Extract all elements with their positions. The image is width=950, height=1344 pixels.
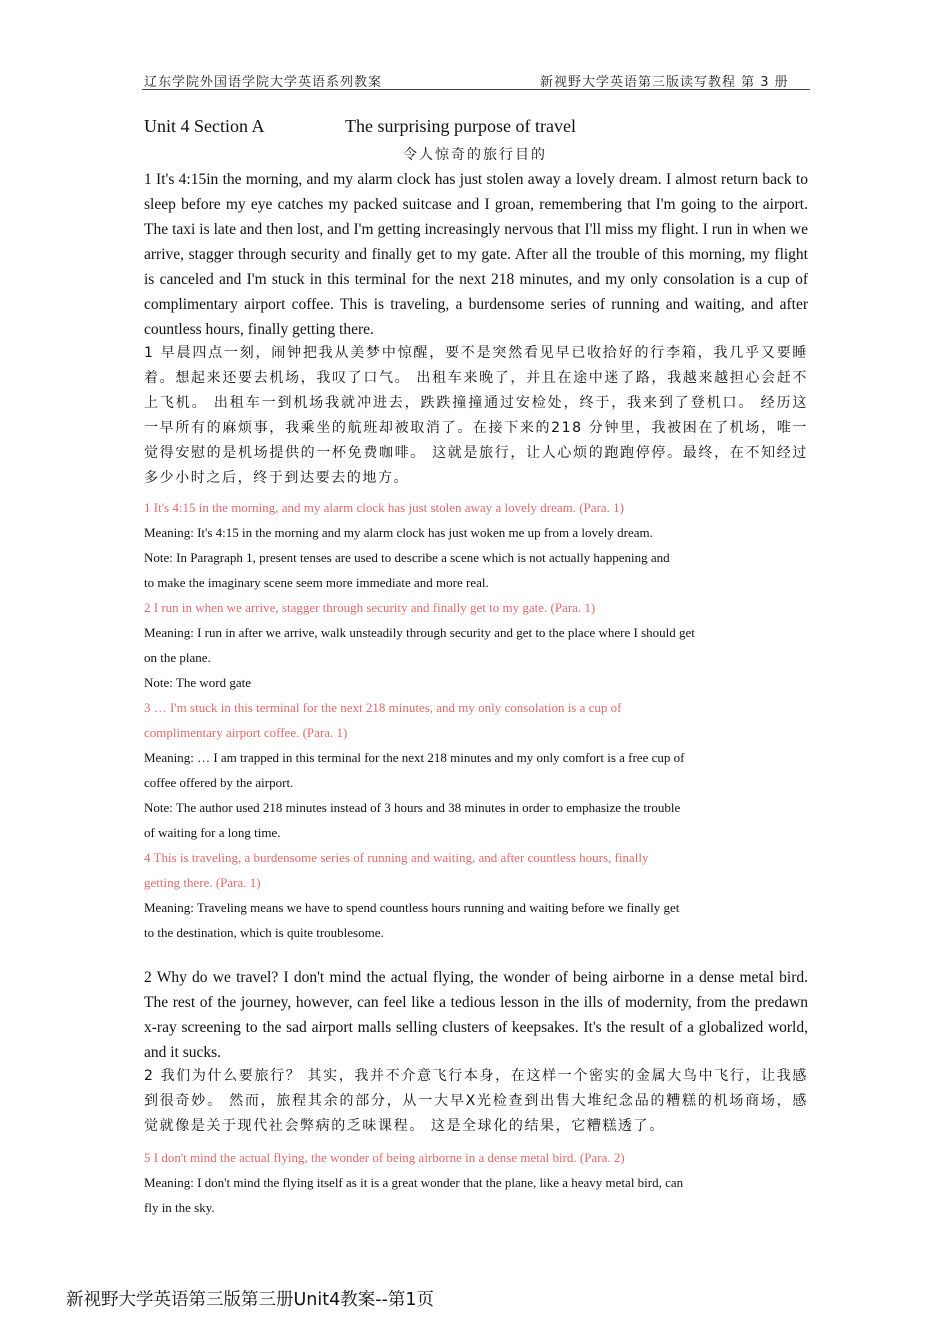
- header-divider: [142, 89, 810, 90]
- note-explanation-line: Meaning: I don't mind the flying itself as it is a great wonder that the plane, like a heavy metal bird, can: [144, 1175, 684, 1190]
- note-explanation-line: Meaning: Traveling means we have to spend countless hours running and waiting before we finally get: [144, 900, 680, 915]
- lesson-title-chinese: 令人惊奇的旅行目的: [403, 147, 547, 163]
- note-explanation-line: Meaning: It's 4:15 in the morning and my alarm clock has just woken me up from a lovely dream.: [144, 525, 653, 540]
- note-explanation-line: of waiting for a long time.: [144, 825, 281, 840]
- note-explanation-line: on the plane.: [144, 650, 211, 665]
- paragraph-2-chinese: 2 我们为什么要旅行？ 其实，我并不介意飞行本身，在这样一个密实的金属大鸟中飞行，让我感到很奇妙。 然而，旅程其余的部分，从一大早X光检查到出售大堆纪念品的糟糕的机场商场，感觉就像是关于现代社会弊病的乏味课程。 这是全球化的结果，它糟糕透了。: [144, 1068, 808, 1134]
- note-explanation-line: Note: In Paragraph 1, present tenses are used to describe a scene which is not actually happening and: [144, 550, 670, 565]
- page-footer: 新视野大学英语第三版第三册Unit4教案--第1页: [66, 1290, 435, 1310]
- note-explanation-line: to the destination, which is quite troublesome.: [144, 925, 384, 940]
- note-quote-line: 4 This is traveling, a burdensome series of running and waiting, and after countless hours, finally: [144, 850, 649, 865]
- unit-heading: Unit 4 Section A: [144, 116, 265, 136]
- note-explanation-line: Note: The author used 218 minutes instead of 3 hours and 38 minutes in order to emphasize the trouble: [144, 800, 681, 815]
- note-explanation-line: Meaning: … I am trapped in this terminal for the next 218 minutes and my only comfort is a free cup of: [144, 750, 685, 765]
- note-explanation-line: Meaning: I run in after we arrive, walk unsteadily through security and get to the place where I should get: [144, 625, 695, 640]
- header-left: 辽东学院外国语学院大学英语系列教案: [144, 75, 383, 90]
- note-quote-line: complimentary airport coffee. (Para. 1): [144, 725, 348, 740]
- note-quote-line: 3 … I'm stuck in this terminal for the next 218 minutes, and my only consolation is a cup of: [144, 700, 622, 715]
- header-right: 新视野大学英语第三版读写教程 第 3 册: [540, 75, 789, 90]
- note-explanation-line: Note: The word gate: [144, 675, 251, 690]
- paragraph-1-english: 1 It's 4:15in the morning, and my alarm clock has just stolen away a lovely dream. I almost return back to sleep before my eye catches my packed suitcase and I groan, remembering that I'm going to the airport. The taxi is late and then lost, and I'm getting increasingly nervous that I'll miss my flight. I run in when we arrive, stagger through security and finally get to my gate. After all the trouble of this morning, my flight is canceled and I'm stuck in this terminal for the next 218 minutes, and my only consolation is a cup of complimentary airport coffee. This is traveling, a burdensome series of running and waiting, and after countless hours, finally getting there.: [144, 171, 808, 338]
- note-quote-line: 1 It's 4:15 in the morning, and my alarm clock has just stolen away a lovely dream. (Para. 1): [144, 500, 624, 515]
- note-explanation-line: fly in the sky.: [144, 1200, 215, 1215]
- note-quote-line: 2 I run in when we arrive, stagger through security and finally get to my gate. (Para. 1): [144, 600, 596, 615]
- lesson-title: The surprising purpose of travel: [345, 116, 576, 136]
- note-quote-line: getting there. (Para. 1): [144, 875, 261, 890]
- note-explanation-line: coffee offered by the airport.: [144, 775, 294, 790]
- note-explanation-line: to make the imaginary scene seem more immediate and more real.: [144, 575, 489, 590]
- paragraph-2-english: 2 Why do we travel? I don't mind the actual flying, the wonder of being airborne in a dense metal bird. The rest of the journey, however, can feel like a tedious lesson in the ills of modernity, from the predawn x-ray screening to the sad airport malls selling clusters of keepsakes. It's the result of a globalized world, and it sucks.: [144, 969, 808, 1061]
- paragraph-1-chinese: 1 早晨四点一刻，闹钟把我从美梦中惊醒，要不是突然看见早已收拾好的行李箱，我几乎又要睡着。想起来还要去机场，我叹了口气。 出租车来晚了，并且在途中迷了路，我越来越担心会赶不上飞机。 出租车一到机场我就冲进去，跌跌撞撞通过安检处，终于，我来到了登机口。 经历这一早所有的麻烦事，我乘坐的航班却被取消了。在接下来的218 分钟里，我被困在了机场，唯一觉得安慰的是机场提供的一杯免费咖啡。 这就是旅行，让人心烦的跑跑停停。最终，在不知经过多少小时之后，终于到达要去的地方。: [144, 345, 808, 486]
- note-quote-line: 5 I don't mind the actual flying, the wonder of being airborne in a dense metal bird. (Para. 2): [144, 1150, 625, 1165]
